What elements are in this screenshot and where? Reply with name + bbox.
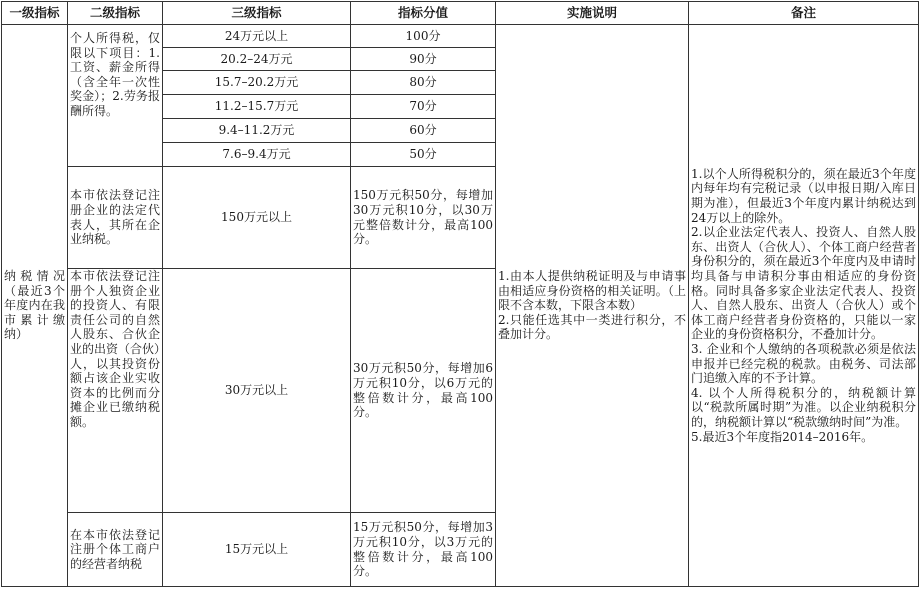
level3-cell: 15万元以上	[163, 513, 351, 587]
remark-item: 3. 企业和个人缴纳的各项税款必须是依法申报并已经完税的税款。由税务、司法部门追缴入库的不予计算。	[691, 341, 916, 386]
header-level3: 三级指标	[163, 2, 351, 25]
header-level1: 一级指标	[2, 2, 68, 25]
header-level2: 二级指标	[68, 2, 163, 25]
level2-income-tax: 个人所得税，仅限以下项目：1.工资、薪金所得（含全年一次性奖金）；2.劳务报酬所得。	[68, 25, 163, 167]
level3-cell: 150万元以上	[163, 167, 351, 269]
level3-cell: 30万元以上	[163, 269, 351, 513]
implementation-item: 1.由本人提供纳税证明及与申请事由相适应身份资格的相关证明。（上限不含本数，下限含本数）	[498, 269, 686, 313]
remark-item: 5.最近3个年度指2014–2016年。	[691, 429, 874, 444]
level3-cell: 9.4–11.2万元	[163, 119, 351, 143]
implementation-cell	[496, 25, 689, 587]
table-row	[2, 25, 919, 48]
score-cell: 100分	[351, 25, 496, 48]
remarks-cell	[689, 25, 919, 587]
score-cell: 90分	[351, 48, 496, 71]
score-rule-cell: 15万元积50分，每增加3万元积10分，以3万元的整倍数计分，最高100分。	[351, 513, 496, 587]
score-cell: 50分	[351, 143, 496, 167]
score-rule-cell: 30万元积50分，每增加6万元积10分，以6万元的整倍数计分，最高100分。	[351, 269, 496, 513]
score-cell: 70分	[351, 95, 496, 119]
level3-cell: 7.6–9.4万元	[163, 143, 351, 167]
level3-cell: 15.7–20.2万元	[163, 71, 351, 95]
level1-cell: 纳税情况（最近3个年度内在我市累计缴纳）	[2, 25, 68, 587]
implementation-item: 2.只能任选其中一类进行积分，不叠加计分。	[498, 312, 686, 342]
level3-cell: 11.2–15.7万元	[163, 95, 351, 119]
level3-cell: 20.2–24万元	[163, 48, 351, 71]
score-cell: 60分	[351, 119, 496, 143]
score-cell: 80分	[351, 71, 496, 95]
header-row	[2, 2, 919, 25]
score-rule-cell: 150万元积50分，每增加30万元积10分，以30万元整倍数计分，最高100分。	[351, 167, 496, 269]
level2-investor: 本市依法登记注册个人独资企业的投资人、有限责任公司的自然人股东、合伙企业的出资（合伙）人，以其投资份额占该企业实收资本的比例而分摊企业已缴纳税额。	[68, 269, 163, 513]
level2-legal-representative: 本市依法登记注册企业的法定代表人，其所在企业纳税。	[68, 167, 163, 269]
remark-item: 4. 以个人所得税积分的，纳税额计算以“税款所属时期”为准。以企业纳税积分的，纳税额计算以“税款缴纳时间”为准。	[691, 385, 916, 429]
header-score: 指标分值	[351, 2, 496, 25]
remark-item: 2.以企业法定代表人、投资人、自然人股东、出资人（合伙人）、个体工商户经营者身份积分的，须在最近3个年度内及申请时均具备与申请积分事由相适应的身份资格。同时具备多家企业法定代表人、投资人、自然人股东、出资人（合伙人）或个体工商户经营者身份资格的，只能以一家企业的身份资格积分，不叠加计分。	[691, 225, 916, 342]
level2-individual-business: 在本市依法登记注册个体工商户的经营者纳税	[68, 513, 163, 587]
remark-item: 1.以个人所得税积分的，须在最近3个年度内每年均有完税记录（以申报日期/入库日期为准），但最近3个年度内累计纳税达到24万以上的除外。	[691, 166, 916, 225]
tax-points-table	[1, 1, 919, 587]
level3-cell: 24万元以上	[163, 25, 351, 48]
header-implementation: 实施说明	[496, 2, 689, 25]
header-remarks: 备注	[689, 2, 919, 25]
